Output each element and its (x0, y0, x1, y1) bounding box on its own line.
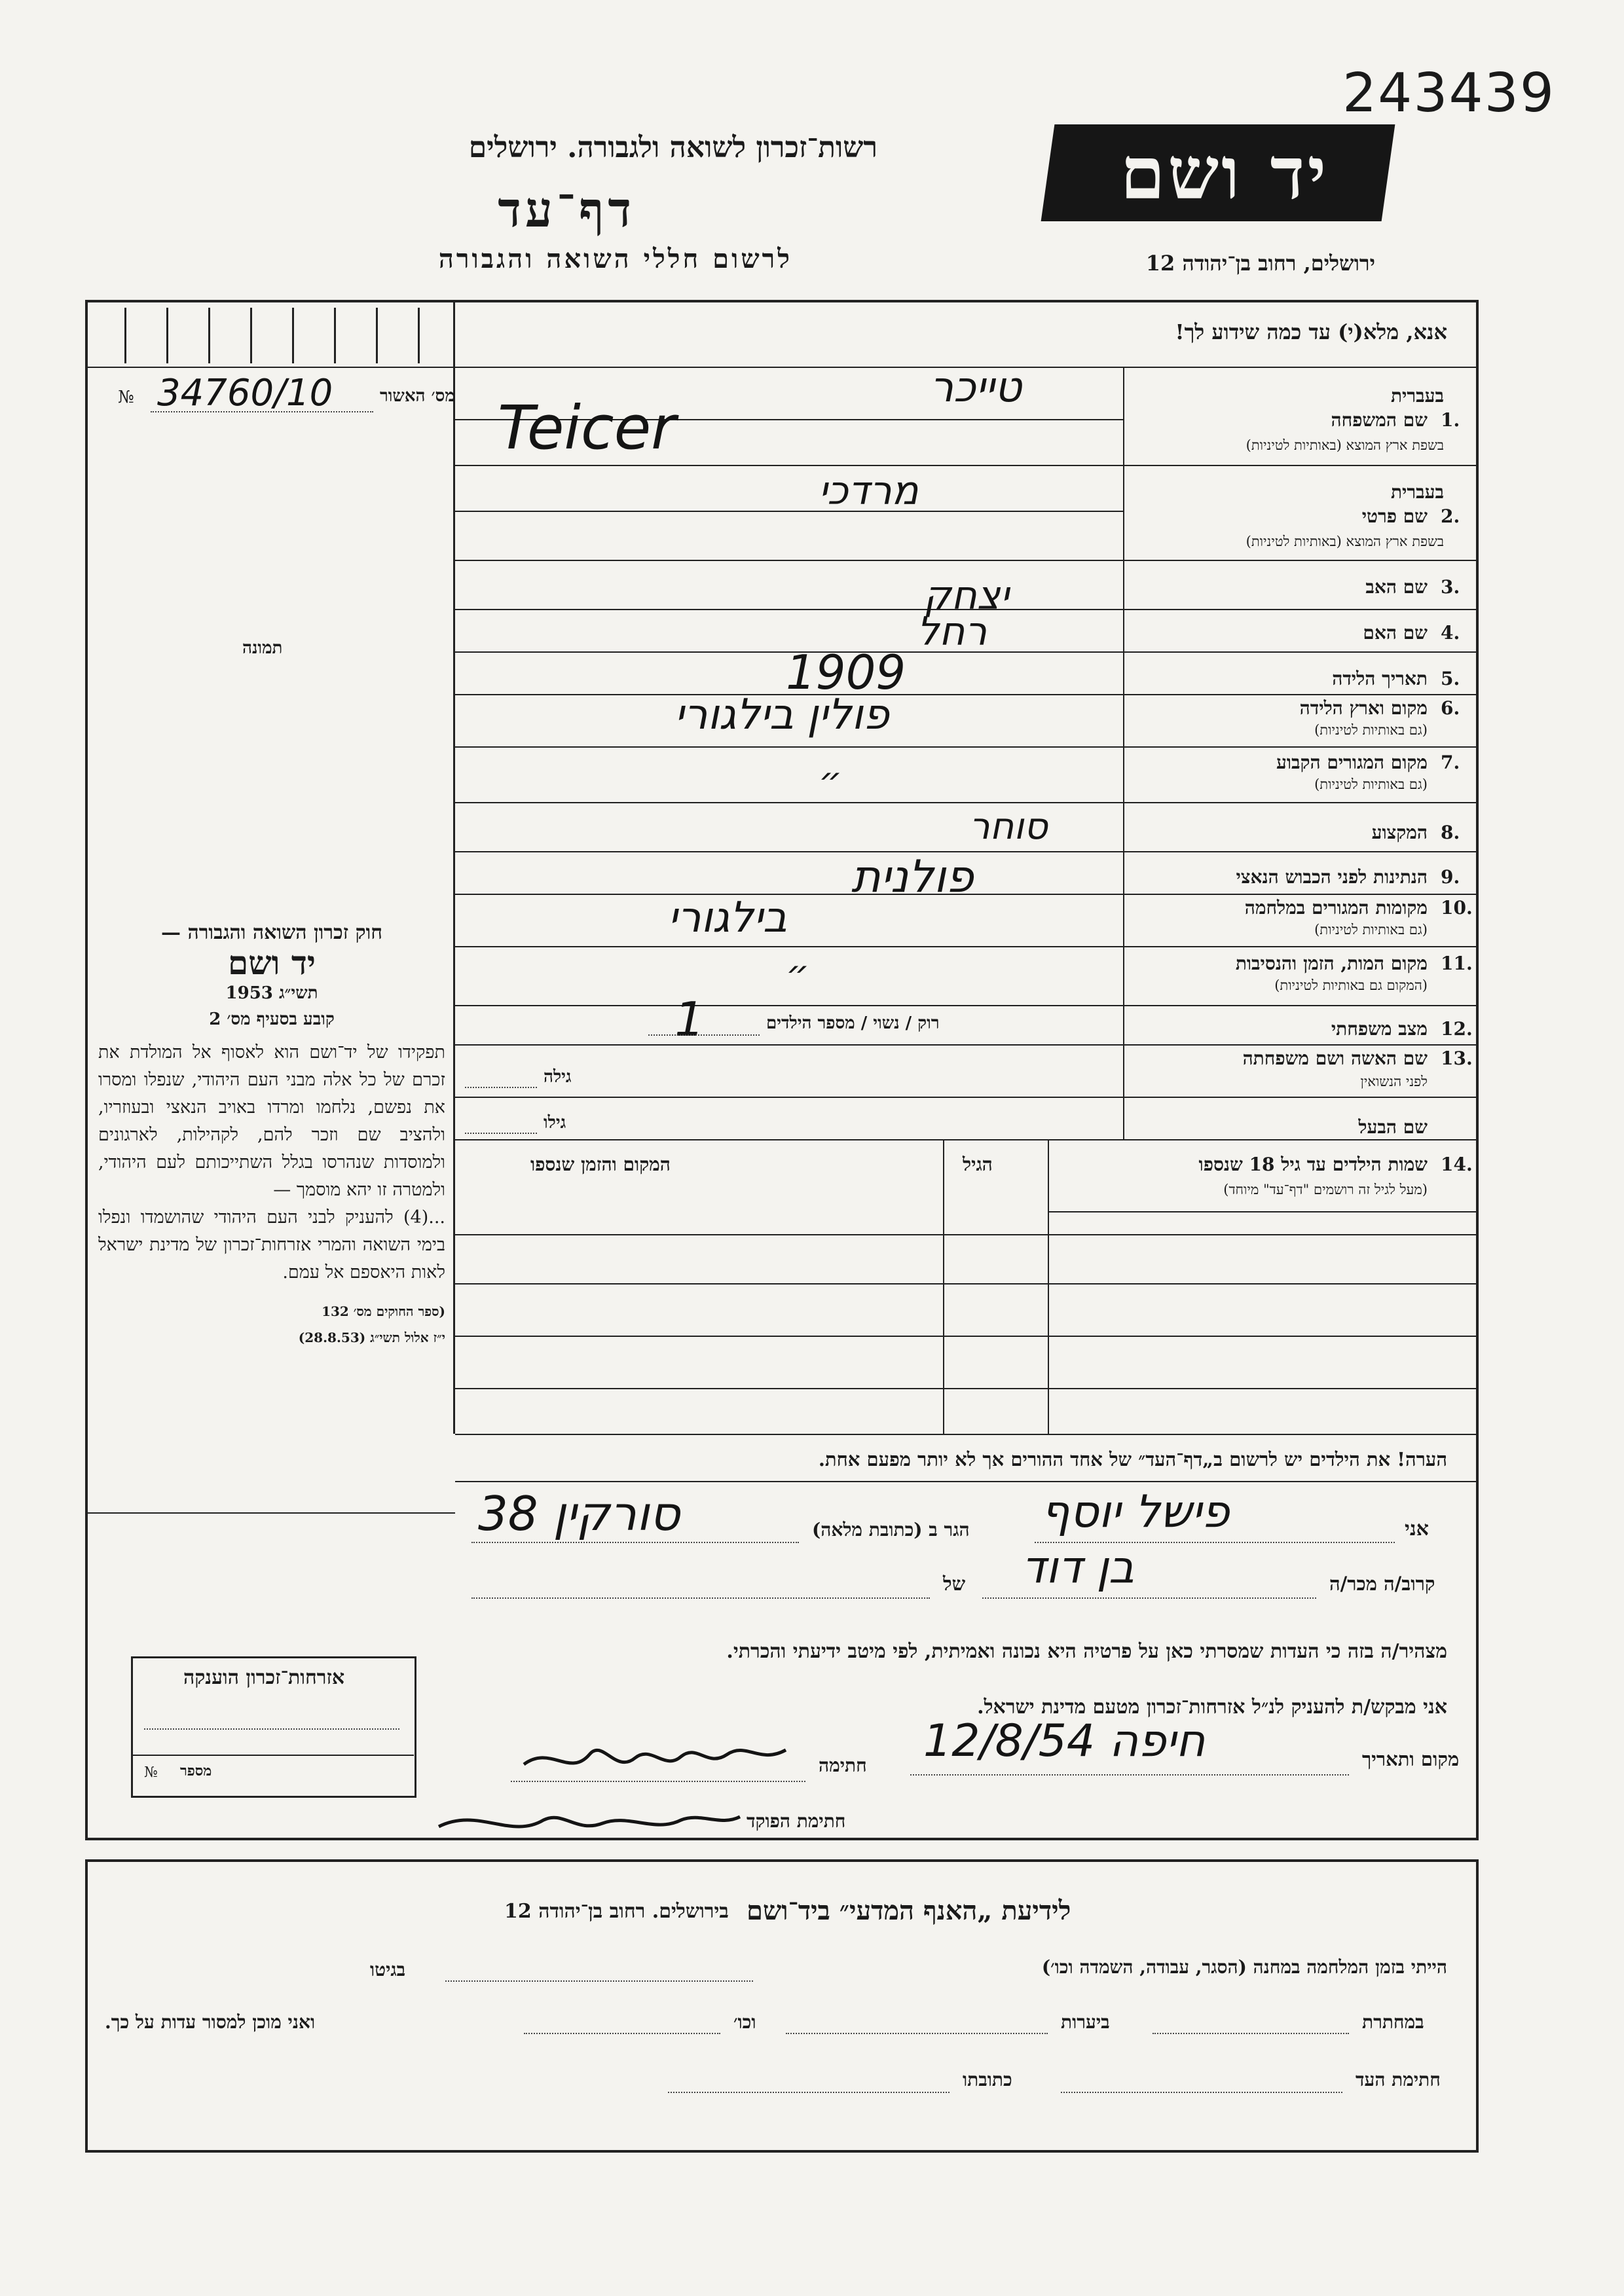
org-line: רשות־זכרון לשואה ולגבורה. ירושלים (468, 131, 877, 164)
info-title: לידיעת „האנף המדעי״ ביד־ושם (747, 1895, 1071, 1926)
header-address: ירושלים, רחוב בן־יהודה 12 (1145, 251, 1375, 276)
grid-ticks (124, 308, 426, 363)
law-section: קובע בסעיף מס׳ 2 (209, 1010, 335, 1029)
law-text: תפקידו של יד־ושם הוא לאסוף אל המולדת את זכרם של כל אלה מבני העם היהודי, שנפלו ומסרו את נפשם, נלחמו ומרדו באויב הנאצי ובעוזריו, ולהציב שם וזכר להם, לקהילות, לארגונים ולמוסדות שנהרסו בגלל השתייכותם לעם היהודי, ולמטרה זו יהא מוסמך — (98, 1042, 445, 1200)
photo-label: תמונה (242, 638, 283, 658)
field-13-sub: לפני הנשואין (1360, 1074, 1428, 1089)
value-family-name-hebrew: טייכר (930, 363, 1022, 412)
husband-label: שם הבעל (1358, 1116, 1428, 1138)
field-10-label: מקומות המגורים במלחמה (1244, 897, 1428, 919)
children-sub: (מעל לגיל זה רושמים "דף־עד" מיוחד) (1223, 1182, 1428, 1197)
info-line1a: הייתי בזמן המלחמה במחנה (הסגר, עבודה, השמדה וכו׳) (1041, 1956, 1447, 1978)
witness-name: פישל יוסף (1041, 1486, 1230, 1538)
info-line2c: וכו׳ (733, 2011, 756, 2033)
place-date-label: מקום ותאריך (1362, 1748, 1460, 1770)
officer-signature (432, 1794, 747, 1846)
field-9-label: הנתינות לפני הכבוש הנאצי (1236, 866, 1428, 888)
children-place-col: המקום והזמן שנספו (530, 1154, 671, 1175)
value-birth-place: פולין בילגורי (674, 691, 889, 739)
field-12-num: 12. (1441, 1018, 1473, 1040)
info-line3b: כתובתו (963, 2069, 1012, 2090)
citizenship-number-label: מספר (180, 1762, 212, 1779)
field-8-num: 8. (1441, 822, 1460, 843)
signature-label: חתימה (819, 1755, 867, 1776)
citizenship-title: אזרחות־זכרון הוענקה (183, 1666, 345, 1689)
witness-relation: בן דוד (1022, 1542, 1135, 1594)
field-1-num: 1. (1441, 409, 1460, 431)
citizenship-no: № (144, 1764, 158, 1781)
field-7-num: 7. (1441, 752, 1460, 773)
field-13-label: שם האשה ושם משפחתה (1242, 1048, 1428, 1069)
witness-address: סורקין 38 (478, 1486, 680, 1541)
field-6-label: מקום וארץ הלידה (1299, 697, 1428, 719)
value-family-name-latin: Teicer (498, 393, 676, 463)
field-7-label: מקום המגורים הקבוע (1276, 752, 1428, 773)
field-2-sub: בשפת ארץ המוצא (באותיות לטיניות) (1246, 534, 1444, 549)
value-mother-name: רחל (917, 609, 987, 655)
marital-options: רוק / נשוי / מספר הילדים (766, 1013, 940, 1033)
field-10-num: 10. (1441, 897, 1473, 919)
age-label-f: גילה (544, 1067, 572, 1087)
note-text: הערה! את הילדים יש לרשום ב„דף־העד״ של אחד ההורים אך לא יותר מפעם אחת. (818, 1448, 1447, 1470)
value-residence: ״ (819, 759, 843, 802)
catalog-number: 243439 (1342, 62, 1556, 124)
field-2-num: 2. (1441, 505, 1460, 527)
value-nationality: פולנית (851, 851, 974, 903)
approval-no: № (118, 388, 134, 407)
witness-resident-label: הגר ב (כתובת מלאה) (812, 1519, 970, 1540)
value-birth-date: 1909 (786, 645, 906, 700)
field-4-num: 4. (1441, 622, 1460, 644)
age-label-m: גילו (544, 1113, 566, 1133)
value-wartime-residence: בילגורי (668, 894, 787, 942)
info-line3a: חתימת העד (1356, 2069, 1441, 2090)
witness-i-label: אני (1405, 1518, 1429, 1540)
field-8-label: המקצוע (1371, 822, 1428, 843)
field-11-num: 11. (1441, 953, 1473, 974)
children-num: 14. (1441, 1154, 1473, 1175)
approval-label: מס׳ האשור (380, 386, 455, 406)
witness-relation-label: קרוב/ה מכר/ה (1329, 1573, 1435, 1595)
witness-of-label: של (943, 1573, 966, 1595)
law-name: יד ושם (228, 943, 316, 982)
field-10-sub: (גם באותיות לטיניות) (1314, 922, 1428, 938)
info-line2a: במחתרת (1362, 2011, 1424, 2033)
field-5-label: תאריך הלידה (1332, 668, 1428, 689)
field-9-num: 9. (1441, 866, 1460, 888)
field-1-sub: בשפת ארץ המוצא (באותיות לטיניות) (1246, 437, 1444, 453)
children-label: שמות הילדים עד גיל 18 שנספו (1198, 1154, 1428, 1175)
field-11-label: מקום המות, הזמן והנסיבות (1235, 953, 1428, 974)
info-line2b: ביערות (1061, 2011, 1110, 2033)
field-13-num: 13. (1441, 1048, 1473, 1069)
approval-value: 34760/10 (157, 372, 333, 414)
instruction-text: אנא, מלא(י) עד כמה שידוע לך! (1175, 319, 1447, 344)
place-date-value: חיפה 12/8/54 (923, 1715, 1206, 1767)
value-children-count: 1 (674, 992, 705, 1047)
form-title: דף־עד (498, 182, 635, 238)
field-4-label: שם האם (1363, 622, 1428, 644)
field-2-label: שם פרטי (1361, 505, 1428, 527)
law-year: תשי״ג 1953 (225, 983, 318, 1003)
value-death-place: ״ (786, 953, 810, 995)
law-text-2: ...(4) להעניק לבני העם היהודי שהושמדו ונפלו בימי השואה והמרי אזרחות־זכרון של מדינת ישראל לאות היאספם אל עמם. (98, 1207, 445, 1283)
field-6-sub: (גם באותיות לטיניות) (1314, 722, 1428, 738)
info-address: בירושלים. רחוב בן־יהודה 12 (504, 1900, 729, 1923)
value-profession: סוחר (969, 805, 1048, 848)
field-1-extra: בעברית (1390, 385, 1444, 407)
field-5-num: 5. (1441, 668, 1460, 689)
witness-request: אני מבקש/ת להעניק לנ״ל אזרחות־זכרון מטעם מדינת ישראל. (977, 1696, 1447, 1719)
field-2-extra: בעברית (1390, 481, 1444, 503)
info-line1b: בגיטו (370, 1959, 406, 1980)
logo-text: יד ושם (1120, 131, 1329, 215)
law-ref-2: י״ז אלול תשי״ג (28.8.53) (298, 1330, 445, 1345)
field-12-label: מצב משפחתי (1331, 1018, 1428, 1040)
field-11-sub: (המקום גם באותיות לטיניות) (1274, 977, 1428, 993)
field-3-num: 3. (1441, 576, 1460, 598)
value-first-name: מרדכי (819, 468, 919, 514)
form-subtitle: לרשום חללי השואה והגבורה (438, 244, 792, 274)
witness-declaration: מצהיר/ה בזה כי העדות שמסרתי כאן על פרטיה היא נכונה ואמיתית, לפי מיטב ידיעתי והכרתי. (726, 1640, 1447, 1663)
law-box (98, 920, 445, 1351)
value-father-name: יצחק (923, 573, 1009, 619)
law-title: חוק זכרון השואה והגבורה — (161, 921, 382, 944)
witness-signature (511, 1719, 799, 1791)
field-3-label: שם האב (1365, 576, 1428, 598)
field-6-num: 6. (1441, 697, 1460, 719)
field-1-label: שם המשפחה (1331, 409, 1428, 431)
officer-signature-label: חתימת הפוקד (747, 1810, 846, 1832)
children-age-col: הגיל (963, 1154, 993, 1175)
field-7-sub: (גם באותיות לטיניות) (1314, 776, 1428, 792)
info-line2d: ואני מוכן למסור עדות על כך. (105, 2011, 316, 2033)
law-ref: (ספר החוקים מס׳ 132 (322, 1303, 445, 1319)
